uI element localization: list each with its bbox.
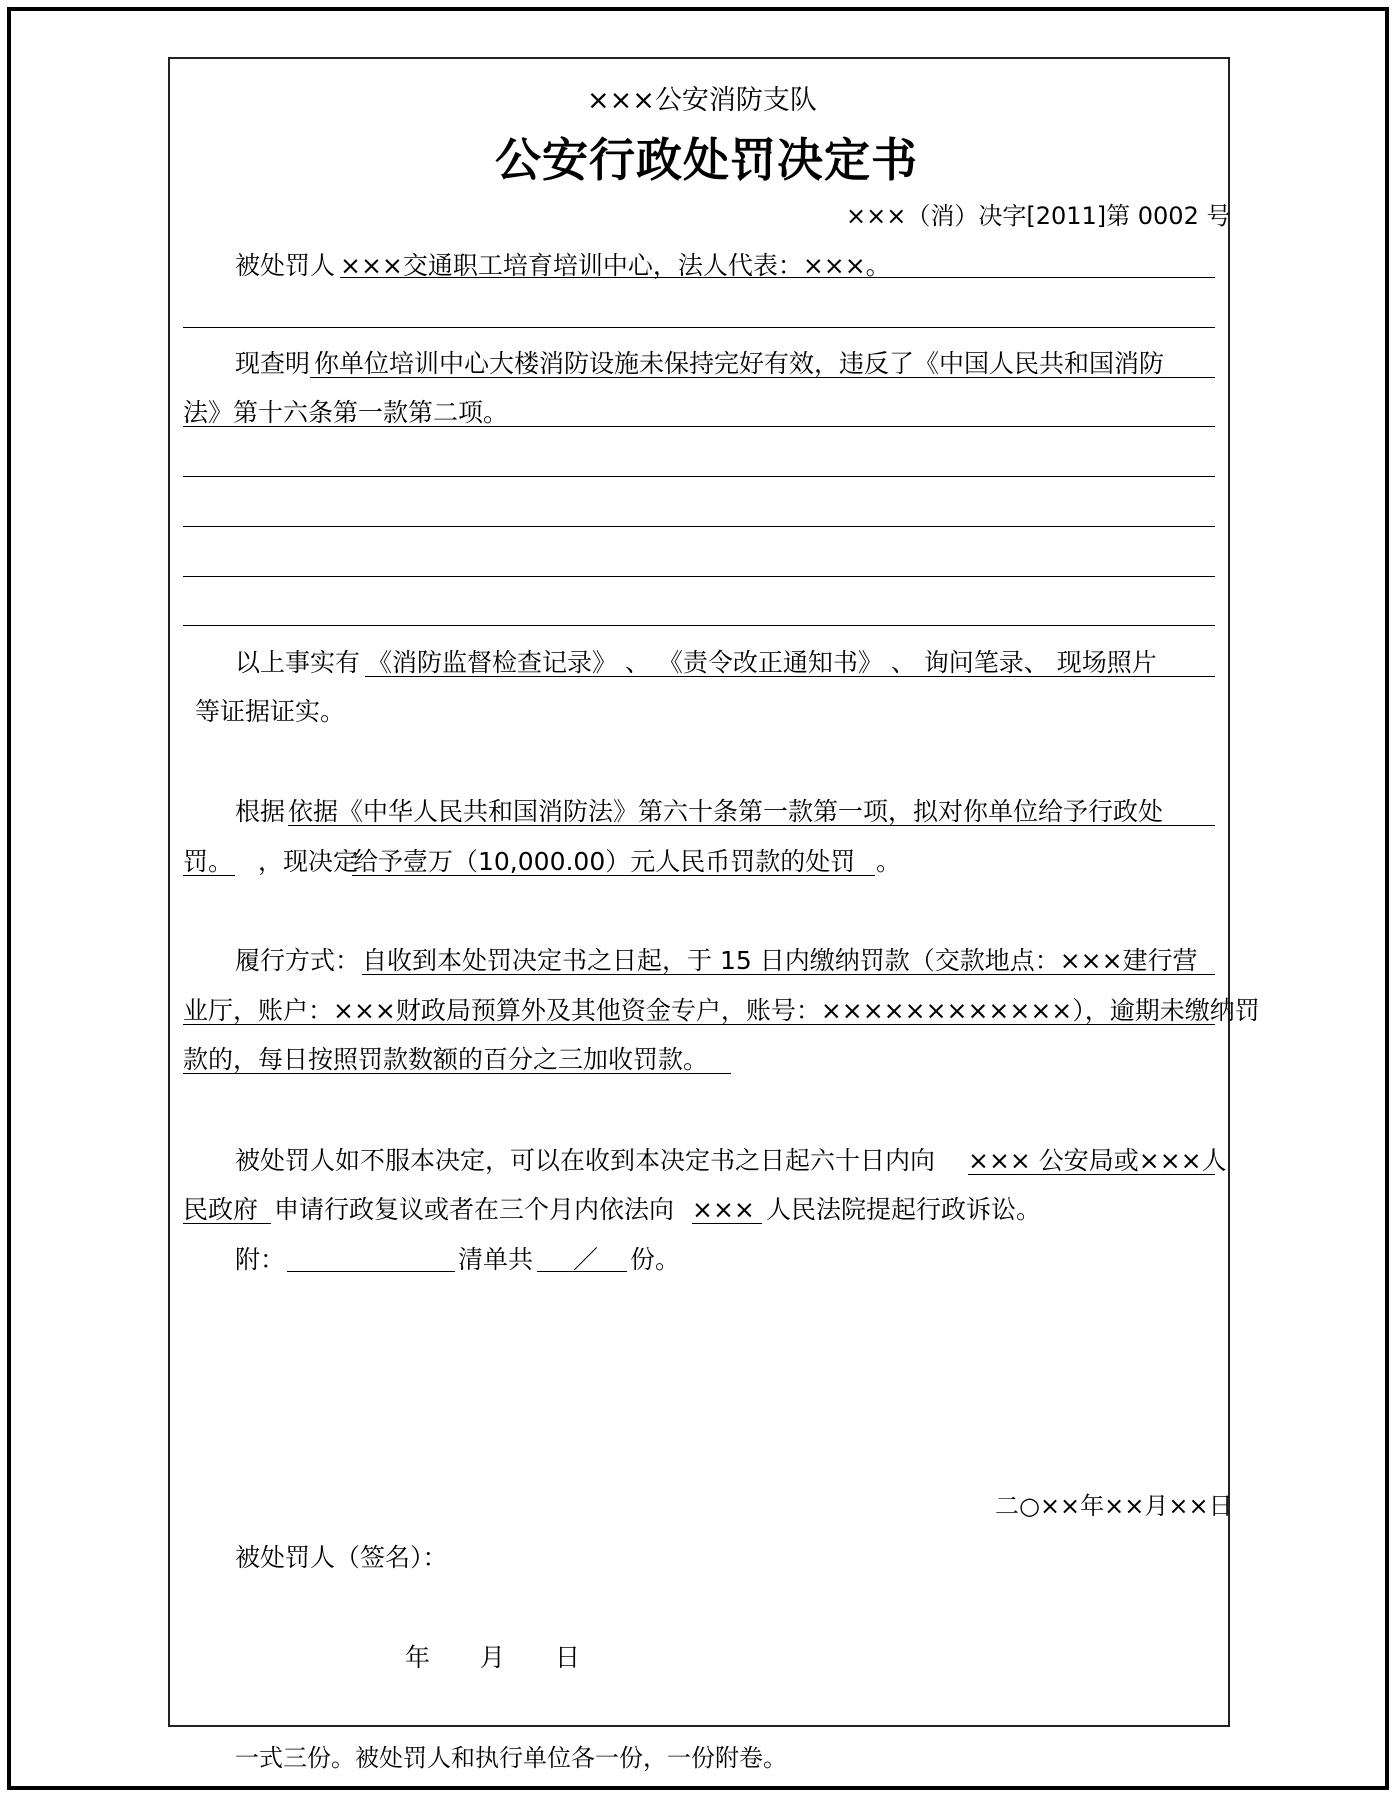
decision-date: 二○××年××月××日 [995,1492,1233,1520]
issuing-organization: ×××公安消防支队 [587,85,817,116]
attachment-unit: 份。 [630,1245,681,1274]
decision-value: 给予壹万（10,000.00）元人民币罚款的处罚 [353,847,856,876]
decision-underline [352,875,875,876]
party-underline [340,277,1215,278]
facts-line-2: 法》第十六条第一款第二项。 [183,398,509,427]
facts-underline-1 [310,377,1215,378]
basis-underline-2 [183,875,235,876]
decision-label: ，现决定 [258,847,359,876]
payment-line-2: 业厅，账户：×××财政局预算外及其他资金专户，账号：××××××××××××），逾期未缴纳罚 [183,996,1260,1025]
payment-underline-2 [183,1024,1215,1025]
appeal-end: 人民法院提起行政诉讼。 [766,1195,1042,1224]
attachment-count: ／ [573,1245,599,1274]
appeal-line-1: 被处罚人如不服本决定，可以在收到本决定书之日起六十日内向 [235,1146,936,1175]
appeal-authority-cont: 民政府 [183,1195,259,1224]
basis-label: 根据 [235,797,286,826]
signature-date: 年 月 日 [405,1643,581,1672]
attachment-label: 附： [235,1245,286,1274]
payment-label: 履行方式： [235,946,361,975]
evidence-underline [365,676,1215,677]
payment-underline-3 [183,1073,731,1074]
evidence-label: 以上事实有 [235,648,361,677]
decision-end: 。 [876,847,902,876]
document-title: 公安行政处罚决定书 [495,133,918,187]
facts-underline-2 [183,426,1215,427]
blank-line [183,327,1215,328]
payment-underline-1 [362,974,1215,975]
attachment-list-label: 清单共 [458,1245,534,1274]
blank-line [183,576,1215,577]
basis-line-1: 依据《中华人民共和国消防法》第六十条第一款第一项，拟对你单位给予行政处 [288,797,1164,826]
evidence-value: 《消防监督检查记录》 、 《责令改正通知书》 、 询问笔录、 现场照片 [367,648,1157,677]
document-number: ×××（消）决字[2011]第 0002 号 [846,202,1231,230]
appeal-underline-3 [692,1223,762,1224]
basis-line-2: 罚。 [183,847,234,876]
appeal-underline-2 [183,1223,271,1224]
appeal-court: ××× [692,1195,755,1224]
attachment-count-underline [537,1271,627,1272]
appeal-line-2: 申请行政复议或者在三个月内依法向 [274,1195,675,1224]
blank-line [183,526,1215,527]
payment-line-3: 款的，每日按照罚款数额的百分之三加收罚款。 [183,1045,709,1074]
appeal-authority: ××× 公安局或×××人 [968,1146,1227,1175]
facts-label: 现查明 [235,349,311,378]
appeal-underline-1 [968,1174,1215,1175]
evidence-line-2: 等证据证实。 [195,697,346,726]
attachment-blank [287,1271,455,1272]
party-value: ×××交通职工培育培训中心，法人代表：×××。 [340,251,891,280]
party-label: 被处罚人 [235,251,336,280]
blank-line [183,625,1215,626]
facts-line-1: 你单位培训中心大楼消防设施未保持完好有效，违反了《中国人民共和国消防 [314,349,1165,378]
copies-note: 一式三份。被处罚人和执行单位各一份，一份附卷。 [235,1744,787,1772]
document-frame [168,57,1230,1727]
payment-line-1: 自收到本处罚决定书之日起，于 15 日内缴纳罚款（交款地点：×××建行营 [362,946,1198,975]
blank-line [183,476,1215,477]
basis-underline-1 [288,825,1215,826]
signature-label: 被处罚人（签名）： [235,1543,448,1572]
